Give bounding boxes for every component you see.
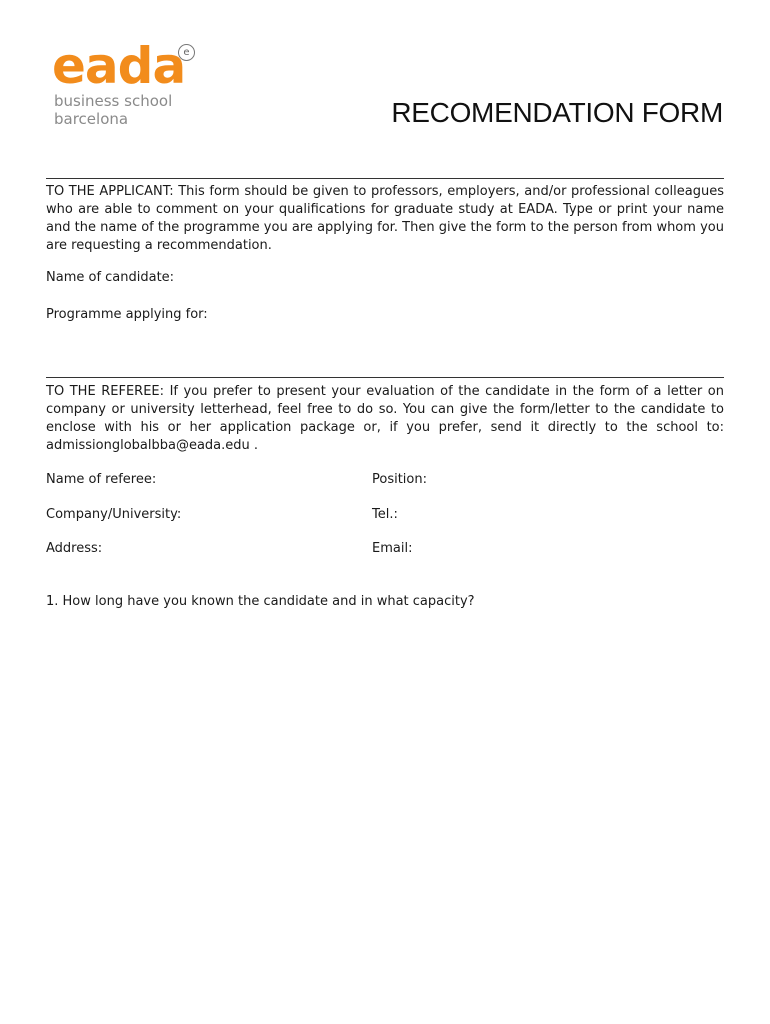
tel-label: Tel.: [372, 507, 398, 522]
divider-applicant [46, 178, 724, 179]
referee-name-label: Name of referee: [46, 472, 157, 487]
logo-line-barcelona: barcelona [54, 110, 129, 128]
question-1: 1. How long have you known the candidate and in what capacity? [46, 594, 475, 609]
address-label: Address: [46, 541, 103, 556]
logo-wordmark: eada [52, 37, 186, 95]
applicant-instructions: TO THE APPLICANT: This form should be given to professors, employers, and/or professional colleagues who are able to comment on your qualifications for graduate study at EADA. Type or print your name and the name of the programme you are applying for. Then give the form to the person from whom you are requesting a recommendation. [46, 184, 724, 253]
logo-line-business-school: business school [54, 92, 173, 110]
position-label: Position: [372, 472, 427, 487]
divider-referee [46, 377, 724, 378]
email-label: Email: [372, 541, 413, 556]
referee-instructions: TO THE REFEREE: If you prefer to present your evaluation of the candidate in the form of a letter on company or university letterhead, feel free to do so. You can give the form/letter to the candidate to enclose with his or her application package or, if you prefer, send it directly to the school to: admissionglobalbba@eada.edu . [46, 384, 724, 453]
company-label: Company/University: [46, 507, 182, 522]
page-title: RECOMENDATION FORM [391, 97, 723, 128]
logo-registered-mark: e [178, 44, 195, 61]
candidate-name-label: Name of candidate: [46, 270, 175, 285]
programme-label: Programme applying for: [46, 307, 208, 322]
logo-subtitle [54, 92, 172, 128]
eada-logo [52, 37, 212, 132]
